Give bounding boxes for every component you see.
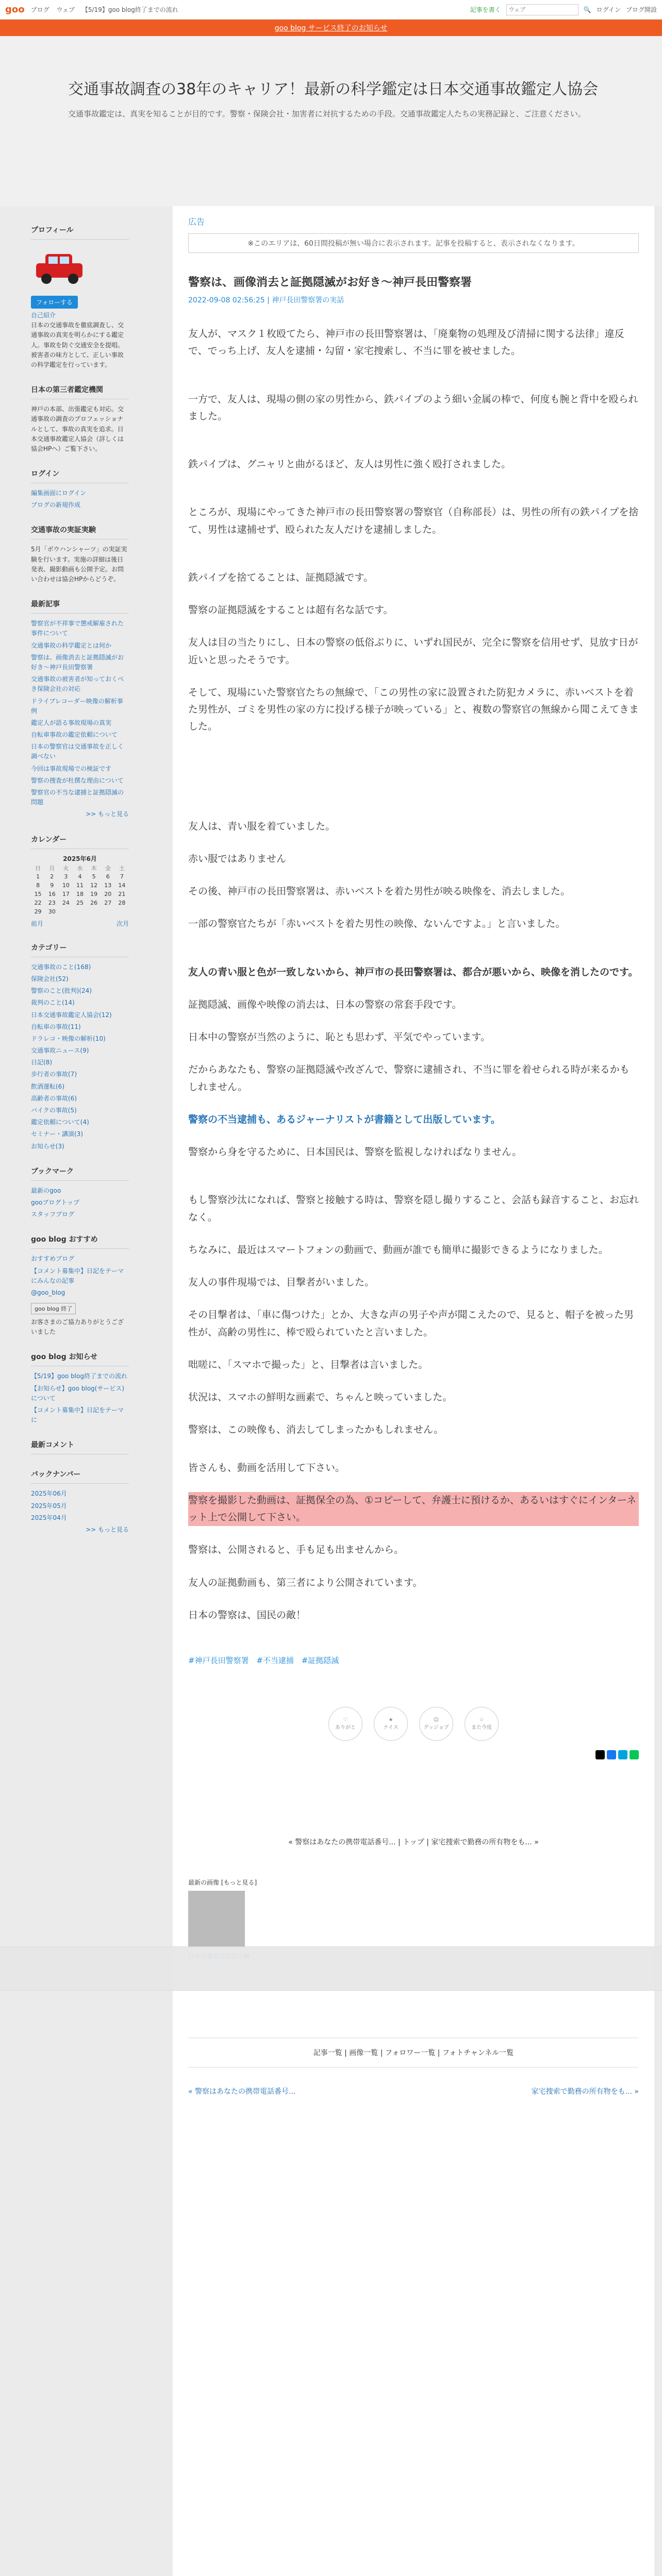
calendar-day[interactable]: 20 [104,890,112,897]
main-content [173,206,654,2576]
bookmark-icon: ☆ [479,1717,484,1723]
goo-news-item[interactable]: 【コメント募集中】日記をテーマに [31,1406,124,1424]
search-icon[interactable]: 🔍 [583,6,591,13]
post-body [188,326,639,1624]
prev-next-nav [188,2086,639,2096]
post-paragraph: 友人の証拠動画も、第三者により公開されています。 [188,1577,423,1588]
backnumber-heading: バックナンバー [31,1469,129,1484]
reaction-label: グッジョブ [423,1725,449,1731]
goo-end-badge[interactable]: goo blog 終了 [31,1303,76,1314]
recent-post-item[interactable]: 自転車事故の鑑定依頼について [31,731,118,739]
cal-dow: 木 [91,865,97,872]
recent-post-item[interactable]: 警察官の不当な逮捕と証拠隠滅の問題 [31,789,124,806]
calendar-heading: カレンダー [31,834,129,849]
post-paragraph: 鉄パイプは、グニャリと曲がるほど、友人は男性に強く殴打されました。 [188,459,511,470]
calendar-day[interactable]: 27 [104,899,112,906]
goo-recs-widget [31,1234,129,1337]
goo-rec-item[interactable]: おすすめブログ [31,1255,75,1263]
reaction-later-button[interactable] [465,1707,499,1741]
post-paragraph: 友人が、マスク１枚殴てたら、神戸市の長田警察署は、「廃棄物の処理及び清掃に関する法律」違反で、でっち上げ、友人を逮捕・勾留・家宅捜索し、不当に罪を被せました。 [188,328,624,357]
post-paragraph: もし警察沙汰になれば、警察と接触する時は、警察を隠し撮りすること、会話も録音すること、お忘れなく。 [188,1194,639,1223]
comments-heading: 最新コメント [31,1439,129,1454]
blog-title[interactable]: 交通事故調査の38年のキャリア！最新の科学鑑定は日本交通事故鑑定人協会 [68,80,599,98]
calendar-day[interactable]: 21 [118,890,126,897]
post-paragraph: 警察を撮影した動画は、証拠保全の為、①コピーして、弁護士に預けるか、あるいはすぐにインターネット上で公開して下さい。 [188,1492,639,1527]
reaction-nice-button[interactable] [374,1707,408,1741]
reaction-buttons [188,1707,639,1741]
calendar-day[interactable]: 26 [90,899,98,906]
post-paragraph: 証拠隠滅、画像や映像の消去は、日本の警察の常套手段です。 [188,998,462,1010]
calendar-day[interactable]: 18 [76,890,84,897]
category-item[interactable]: お知らせ(3) [31,1142,64,1150]
calendar-day[interactable]: 19 [90,890,98,897]
calendar-day[interactable]: 12 [90,882,98,889]
nav-web[interactable]: ウェブ [56,6,75,13]
post-paragraph: ちなみに、最近はスマートフォンの動画で、動画が誰でも簡単に撮影できるようになりました。 [188,1244,608,1256]
category-item[interactable]: 日本交通事故鑑定人協会(12) [31,1011,112,1019]
calendar-day [115,907,129,916]
thumbs-up-icon: ★ [388,1717,393,1723]
post-paragraph: 友人は、青い服を着ていました。 [188,820,336,832]
cal-dow: 土 [119,865,125,872]
cal-dow: 金 [105,865,111,872]
category-item[interactable]: 裁判のこと(14) [31,999,75,1007]
calendar-day[interactable]: 10 [62,882,70,889]
recent-post-item[interactable]: 日本の警察官は交通事故を正しく調べない [31,743,124,760]
bookmark-item[interactable]: スタッフブログ [31,1211,75,1218]
category-item[interactable]: バイクの事故(5) [31,1107,77,1114]
post-paragraph: 友人の青い服と色が一致しないから、神戸市の長田警察署は、都合が悪いから、映像を消したのです。 [188,966,638,978]
blog-description: 交通事故鑑定は、真実を知ることが目的です。警察・保険会社・加害者に対抗するための手段。交通事故鑑定人たちの実務記録と、ご注意ください。 [68,109,586,118]
backnumber-item[interactable]: 2025年04月 [31,1514,67,1521]
goo-logo[interactable]: goo [5,4,25,15]
nav-news[interactable]: 【5/19】goo blog終了までの流れ [81,6,178,13]
post-meta[interactable]: 2022-09-08 02:56:25 | 神戸長田警察署の実話 [188,296,344,304]
post-paragraph: 皆さんも、動画を活用して下さい。 [188,1462,345,1473]
calendar-day[interactable]: 15 [34,890,42,897]
opinion-widget [31,524,129,584]
calendar-day[interactable]: 24 [62,899,70,906]
category-item[interactable]: 高齢者の事故(6) [31,1094,77,1102]
categories-widget [31,942,129,1151]
category-item[interactable]: 日記(8) [31,1059,52,1066]
calendar-week [31,872,129,881]
page-wrap [0,206,662,2576]
category-item[interactable]: 交通事故のこと(168) [31,963,91,971]
recent-post-item[interactable]: 警察官が不祥事で懲戒解雇された事件について [31,620,124,637]
login-link[interactable]: ログイン [596,6,621,13]
calendar-day[interactable]: 23 [48,899,56,906]
calendar-day[interactable]: 11 [76,882,84,889]
bookmark-heading: ブックマーク [31,1166,129,1181]
backnumber-widget [31,1469,129,1535]
post-pager[interactable]: « 警察はあなたの携帯電話番号... | トップ | 家宅捜索で勤務の所有物をも... » [288,1838,539,1846]
post-paragraph: 友人は目の当たりにし、日本の警察の低俗ぶりに、いずれ国民が、完全に警察を信用せず、見放す日が近いと思ったそうです。 [188,637,638,666]
tag-link[interactable]: #証拠隠滅 [301,1656,339,1665]
blog-header [0,36,662,206]
goo-news-widget [31,1351,129,1425]
recent-posts-widget [31,599,129,819]
ad-notice [188,233,639,253]
ad-notice-text: ※このエリアは、60日間投稿が無い場合に表示されます。記事を投稿すると、表示されなくなります。 [247,240,580,248]
calendar-week [31,907,129,916]
post-paragraph: そして、現場にいた警察官たちの無線で、「この男性の家に設置された防犯カメラに、赤いベストを着た男性が、ゴミを男性の家の方に投げる様子が映っている」と、複数の警察官の無線から聞こえてきました。 [188,686,639,733]
goo-rec-item[interactable]: 【コメント募集中】日記をテーマにみんなの記事 [31,1267,124,1284]
profile-heading: プロフィール [31,225,129,240]
calendar-day[interactable]: 2 [50,873,54,880]
post-paragraph: その目撃者は、「車に傷つけた」とか、大きな声の男子や声が聞こえたので、見ると、帽子を被った男性が、高齢の男性に、棒で殴られていたと言いました。 [188,1309,634,1338]
post-paragraph: だからあなたも、警察の証拠隠滅や改ざんで、警察に逮捕され、不当に罪を着せられる時が来るかもしれません。 [188,1064,630,1093]
cal-dow: 水 [77,865,83,872]
calendar-month: 2025年6月 [63,855,97,862]
recent-more-link[interactable]: >> もっと見る [86,810,129,818]
hatena-share-icon[interactable] [618,1750,627,1759]
nav-blog[interactable]: ブログ [30,6,49,13]
top-nav [31,5,184,14]
calendar-day[interactable]: 8 [36,882,40,889]
next-post-link[interactable]: 家宅捜索で勤務の所有物をも... » [531,2088,639,2096]
reaction-label: また今度 [471,1725,492,1731]
search-input[interactable] [506,4,578,15]
post-paragraph: 友人の事件現場では、目撃者がいました。 [188,1277,375,1288]
profile-widget [31,225,129,370]
post-paragraph: 鉄パイプを捨てることは、証拠隠滅です。 [188,571,373,583]
category-item[interactable]: ドラレコ・映像の解析(10) [31,1035,106,1042]
post-paragraph: 日本の警察は、国民の敵！ [188,1609,306,1621]
post-paragraph: 警察の不当逮捕も、あるジャーナリストが書籍として出版しています。 [188,1113,501,1125]
comments-widget [31,1439,129,1454]
post-paragraph: 咄嗟に、「スマホで撮った」と、目撃者は言いました。 [188,1359,428,1370]
post-paragraph: 警察から身を守るために、日本国民は、警察を監視しなければなりません。 [188,1146,522,1158]
post-tags [188,1655,639,1666]
goo-news-item[interactable]: 【お知らせ】goo blog(サービス)について [31,1384,125,1402]
create-blog-link[interactable]: ブログ開設 [625,6,657,13]
top-bar [0,0,662,20]
bookmark-widget [31,1166,129,1220]
recent-heading: 最新記事 [31,599,129,614]
calendar-day[interactable]: 13 [104,882,112,889]
calendar-week [31,881,129,890]
opinion-text: 5月「ボウハンシャーツ」の実証実験を行います。実施の詳細は後日発表、撮影動画も公開予定。お問い合わせは協会HPからどうぞ。 [31,546,127,583]
calendar-week [31,899,129,907]
calendar-day[interactable]: 22 [34,899,42,906]
calendar-day[interactable]: 16 [48,890,56,897]
reaction-label: ナイス [383,1725,399,1731]
post-paragraph: その後、神戸市の長田警察署は、赤いベストを着た男性が映る映像を、消去しました。 [188,886,571,897]
calendar-day [59,907,73,916]
post-title[interactable]: 警察は、画像消去と証拠隠滅がお好き〜神戸長田警察署 [188,276,472,289]
calendar-day[interactable]: 5 [92,873,96,880]
calendar-day[interactable]: 3 [64,873,68,880]
follow-button[interactable]: フォローする [31,296,78,309]
backnumber-more-link[interactable]: >> もっと見る [86,1526,129,1533]
post-paragraph: 状況は、スマホの鮮明な画素で、ちゃんと映っていました。 [188,1392,453,1403]
recent-post-item[interactable]: 警察の捜査が杜撰な理由について [31,776,124,784]
category-item[interactable]: 鑑定依頼について(4) [31,1118,89,1126]
bookmark-item[interactable]: 最新のgoo [31,1187,61,1194]
clap-icon: ☺ [433,1717,439,1723]
calendar-day [87,907,101,916]
post-paragraph: 警察は、公開されると、手も足も出ませんから。 [188,1544,404,1556]
calendar-day[interactable]: 28 [118,899,126,906]
write-article-button[interactable]: 記事を書く [470,6,501,13]
calendar-day[interactable]: 17 [62,890,70,897]
category-item[interactable]: 保険会社(52) [31,975,69,982]
login-heading: ログイン [31,468,129,483]
calendar-day[interactable]: 7 [120,873,124,880]
category-item[interactable]: 警察のこと(批判)(24) [31,987,92,995]
calendar-day [73,907,87,916]
prev-post-link[interactable]: « 警察はあなたの携帯電話番号... [188,2088,296,2096]
profile-name[interactable]: 自己紹介 [31,312,56,319]
x-share-icon[interactable] [595,1750,605,1759]
sticky-overlay-bar [0,1946,662,1991]
post-paragraph: 一方で、友人は、現場の側の家の男性から、鉄パイプのよう細い金属の棒で、何度も腕と背中を殴られました。 [188,393,638,422]
facebook-share-icon[interactable] [607,1750,616,1759]
tag-link[interactable]: #神戸長田警察署 [188,1656,249,1665]
bottom-nav[interactable]: 記事一覧 | 画像一覧 | フォロワー一覧 | フォトチャンネル一覧 [188,2038,639,2067]
org-text: 神戸の本部、出張鑑定も対応。交通事故の調査のプロフェッショナルとして、事故の真実を追求。日本交通事故鑑定人協会（詳しくは協会HPへ）ご覧下さい。 [31,405,124,452]
sidebar [0,206,131,2576]
login-widget [31,468,129,510]
share-buttons [188,1750,639,1759]
cal-dow: 火 [63,865,69,872]
org-heading: 日本の第三者鑑定機関 [31,384,129,399]
opinion-heading: 交通事故の実証実験 [31,524,129,539]
category-item[interactable]: セミナー・講演(3) [31,1130,83,1138]
reaction-thanks-button[interactable] [328,1707,362,1741]
cal-dow: 月 [49,865,55,872]
calendar-day[interactable]: 4 [78,873,82,880]
calendar-day[interactable]: 9 [50,882,54,889]
goo-news-heading: goo blog お知らせ [31,1351,129,1366]
goo-end-note: お客さまのご協力ありがとうございました [31,1318,124,1336]
line-share-icon[interactable] [630,1750,639,1759]
calendar-week [31,890,129,899]
post-paragraph: 赤い服ではありません [188,853,287,865]
recent-post-item[interactable]: ドライブレコーダー映像の解析事例 [31,697,123,715]
calendar-day[interactable]: 29 [34,908,42,915]
categories-heading: カテゴリー [31,942,129,957]
calendar-day[interactable]: 6 [106,873,110,880]
recent-post-item[interactable]: 鑑定人が語る事故現場の真実 [31,719,112,726]
reaction-goodjob-button[interactable] [419,1707,453,1741]
new-blog-link[interactable]: ブログの新規作成 [31,501,81,509]
post-paragraph: 警察の証拠隠滅をすることは超有名な話です。 [188,604,393,616]
org-widget [31,384,129,454]
backnumber-item[interactable]: 2025年05月 [31,1502,67,1510]
recent-post-item[interactable]: 交通事故の科学鑑定とは何か [31,641,112,649]
ad-label[interactable]: 広告 [188,217,205,227]
calendar-table [31,864,129,916]
calendar-day[interactable]: 30 [48,908,56,915]
calendar-day[interactable]: 14 [118,882,126,889]
calendar-prev-link[interactable]: 前月 [31,920,44,927]
recent-post-item[interactable]: 今回は事故現場での検証です [31,765,112,772]
calendar-day [101,907,115,916]
calendar-widget [31,834,129,928]
calendar-next-link[interactable]: 次月 [116,920,129,927]
post-paragraph: ところが、現場にやってきた神戸市の長田警察署の警察官（自称部長）は、男性の所有の鉄パイプを捨て、男性は逮捕せず、殴られた友人だけを逮捕しました。 [188,506,639,535]
post-paragraph: 警察は、この映像も、消去してしまったかもしれません。 [188,1424,444,1436]
goo-recs-heading: goo blog おすすめ [31,1234,129,1249]
service-notice-text[interactable]: goo blog サービス終了のお知らせ [274,24,388,32]
reaction-label: ありがと [335,1725,356,1731]
category-item[interactable]: 歩行者の事故(7) [31,1071,77,1078]
category-item[interactable]: 自転車の事故(11) [31,1023,81,1030]
cal-dow: 日 [35,865,41,872]
tag-link[interactable]: #不当逮捕 [256,1656,294,1665]
top-right [470,4,657,15]
profile-text: 日本の交通事故を徹底調査し、交通事故の真実を明らかにする鑑定人。事故を防ぐ交通安全を提唱。被害者の味方として、正しい事故の科学鑑定を行っています。 [31,321,124,368]
category-item[interactable]: 飲酒運転(6) [31,1082,64,1090]
recent-post-item[interactable]: 交通事故の被害者が知っておくべき保険会社の対応 [31,675,124,693]
car-icon [31,248,88,289]
latest-image-thumb[interactable] [188,1891,245,1947]
latest-images-heading[interactable]: 最新の画像 [もっと見る] [188,1879,257,1886]
bookmark-item[interactable]: gooブログトップ [31,1198,79,1206]
post-paragraph: 日本中の警察が当然のように、恥とも思わず、平気でやっています。 [188,1031,490,1043]
calendar-day[interactable]: 1 [36,873,40,880]
recent-post-item[interactable]: 警察は、画像消去と証拠隠滅がお好き〜神戸長田警察署 [31,653,124,671]
heart-icon: ♡ [343,1717,348,1723]
goo-rec-item[interactable]: @goo_blog [31,1289,65,1296]
calendar-day[interactable]: 25 [76,899,84,906]
category-item[interactable]: 交通事故ニュース(9) [31,1047,89,1055]
backnumber-item[interactable]: 2025年06月 [31,1490,67,1498]
service-notice-banner[interactable] [0,20,662,36]
goo-news-item[interactable]: 【5/19】goo blog終了までの流れ [31,1372,127,1380]
edit-login-link[interactable]: 編集画面にログイン [31,489,87,497]
post-paragraph: 一部の警察官たちが「赤いベストを着た男性の映像、ないんですよ。」と言いました。 [188,918,566,930]
